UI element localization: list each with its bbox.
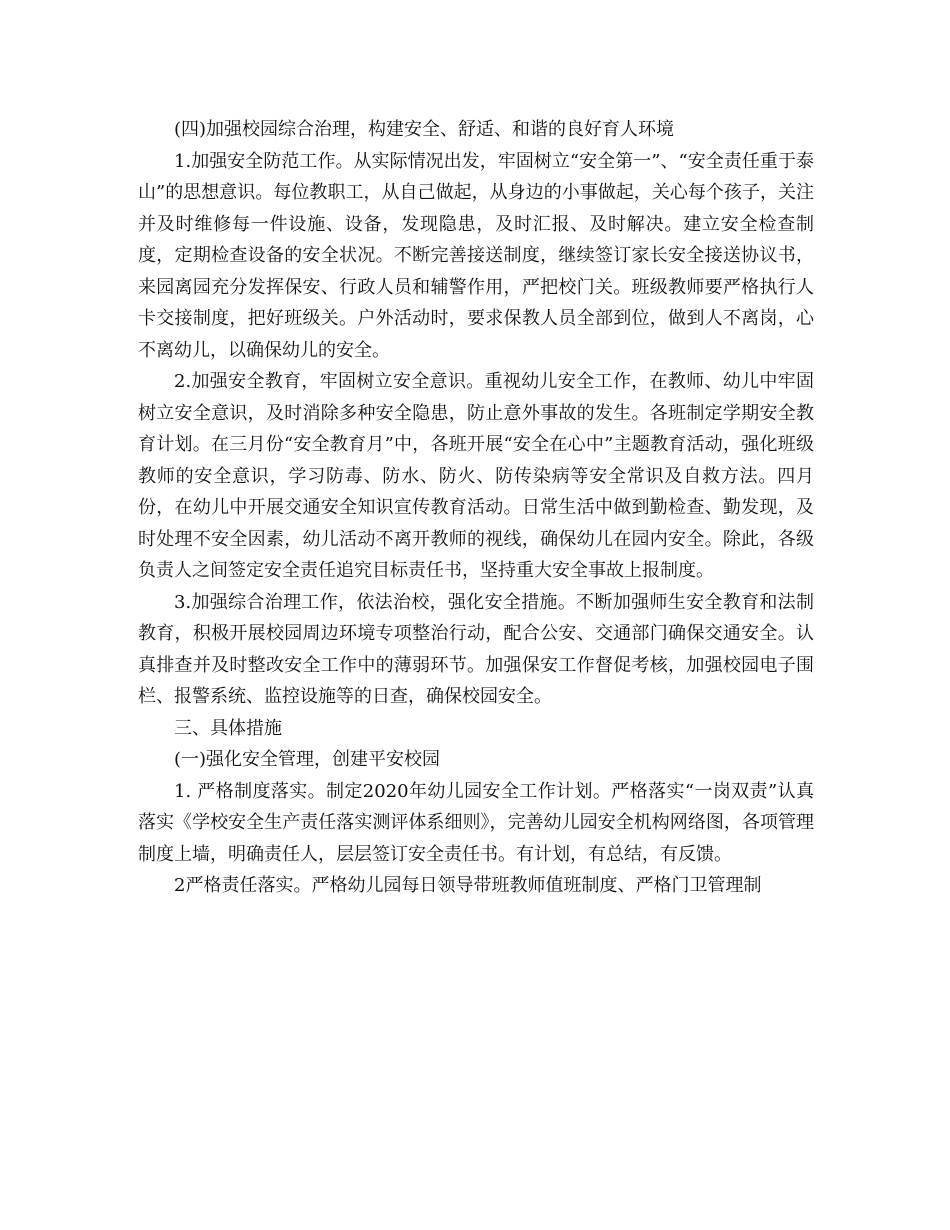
section-heading-measures: 三、具体措施 <box>174 717 282 739</box>
paragraph-comprehensive-governance: 3.加强综合治理工作，依法治校，强化安全措施。不断加强师生安全教育和法制教育，积极开展校园周边环境专项整治行动，配合公安、交通部门确保交通安全。认真排查并及时整改安全工作中的薄弱环节。加强保安工作督促考核，加强校园电子围栏、报警系统、监控设施等的日查，确保校园安全。 <box>138 591 814 707</box>
document-body <box>138 114 814 902</box>
subsection-heading-one: (一)强化安全管理，创建平安校园 <box>174 749 441 770</box>
paragraph-system-implementation: 1. 严格制度落实。制定2020年幼儿园安全工作计划。严格落实“一岗双责”认真落实《学校安全生产责任落实测评体系细则》，完善幼儿园安全机构网络图，各项管理制度上墙，明确责任人，层层签订安全责任书。有计划，有总结，有反馈。 <box>138 780 814 865</box>
paragraph-responsibility-implementation: 2严格责任落实。严格幼儿园每日领导带班教师值班制度、严格门卫管理制 <box>174 875 762 896</box>
paragraph-safety-education: 2.加强安全教育，牢固树立安全意识。重视幼儿安全工作，在教师、幼儿中牢固树立安全意识，及时消除多种安全隐患，防止意外事故的发生。各班制定学期安全教育计划。在三月份“安全教育月”中，各班开展“安全在心中”主题教育活动，强化班级教师的安全意识，学习防毒、防水、防火、防传染病等安全常识及自救方法。四月份，在幼儿中开展交通安全知识宣传教育活动。日常生活中做到勤检查、勤发现，及时处理不安全因素，幼儿活动不离开教师的视线，确保幼儿在园内安全。除此，各级负责人之间签定安全责任追究目标责任书，坚持重大安全事故上报制度。 <box>138 371 814 581</box>
paragraph-safety-prevention: 1.加强安全防范工作。从实际情况出发，牢固树立“安全第一”、“安全责任重于泰山”的思想意识。每位教职工，从自己做起，从身边的小事做起，关心每个孩子，关注并及时维修每一件设施、设备，发现隐患，及时汇报、及时解决。建立安全检查制度，定期检查设备的安全状况。不断完善接送制度，继续签订家长安全接送协议书，来园离园充分发挥保安、行政人员和辅警作用，严把校门关。班级教师要严格执行人卡交接制度，把好班级关。户外活动时，要求保教人员全部到位，做到人不离岗，心不离幼儿，以确保幼儿的安全。 <box>138 150 814 361</box>
section-heading-four: (四)加强校园综合治理，构建安全、舒适、和谐的良好育人环境 <box>174 119 675 140</box>
